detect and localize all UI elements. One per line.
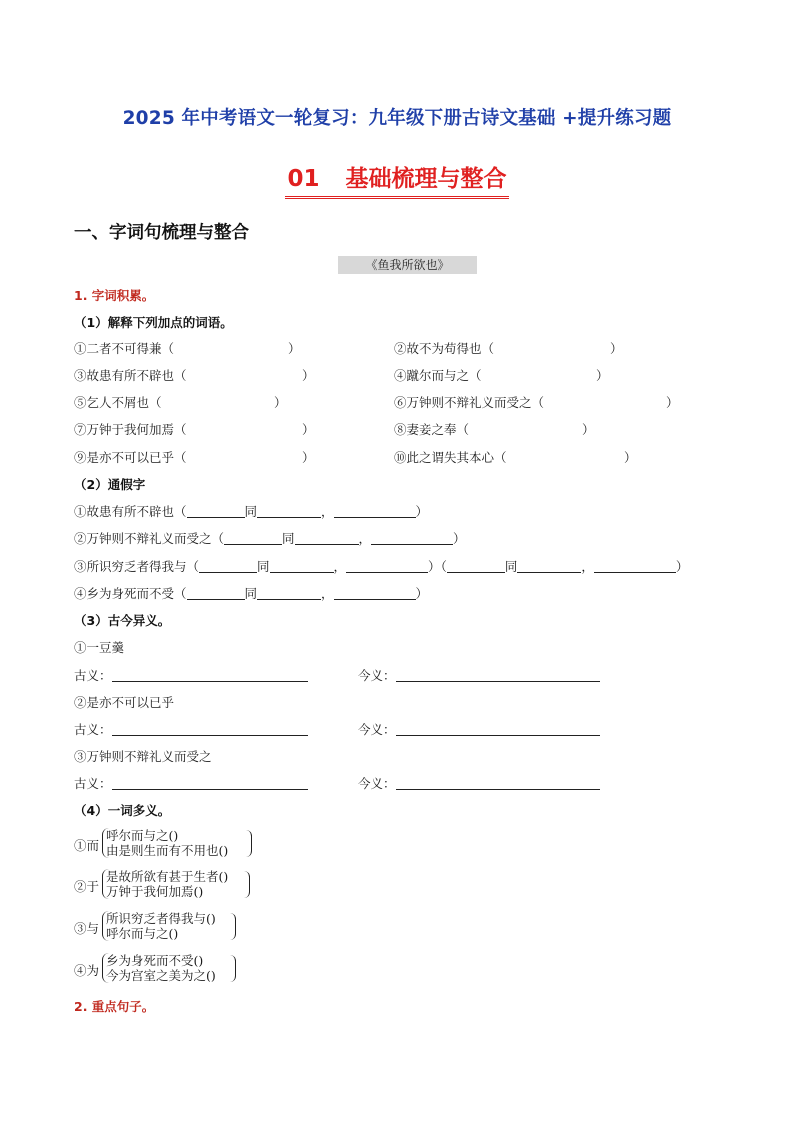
- q1-close: ）: [302, 422, 315, 437]
- q2-item: ②万钟则不辩礼义而受之（ 同 ， ）: [74, 531, 466, 546]
- q4-brace-group: 乡为身死而不受() 今为宫室之美为之(): [102, 953, 220, 983]
- q1-item: ⑨是亦不可以已乎（: [74, 450, 187, 465]
- question-2-heading: （2）通假字: [74, 477, 146, 492]
- subsection-heading-2: 2. 重点句子。: [74, 999, 155, 1014]
- gu-yi-row: 古义：: [74, 666, 308, 684]
- q3-item: ①一豆羹: [74, 640, 125, 655]
- subsection-heading-1: 1. 字词积累。: [74, 288, 155, 303]
- q1-item: ⑧妻妾之奉（: [394, 422, 470, 437]
- part-title: 一、字词句梳理与整合: [74, 223, 249, 243]
- question-1-heading: （1）解释下列加点的词语。: [74, 315, 233, 330]
- q1-item: ⑦万钟于我何加焉（: [74, 422, 187, 437]
- q3-item: ②是亦不可以已乎: [74, 695, 175, 710]
- q1-close: ）: [288, 341, 301, 356]
- q1-item: ④蹴尔而与之（: [394, 368, 482, 383]
- q1-close: ）: [596, 368, 609, 383]
- right-brace: [244, 871, 250, 898]
- right-brace: [246, 830, 252, 857]
- q1-close: ）: [582, 422, 595, 437]
- q1-item: ⑤乞人不屑也（: [74, 395, 162, 410]
- gu-yi-row: 古义：: [74, 774, 308, 792]
- q4-word-label: ④为: [74, 963, 100, 978]
- q1-close: ）: [302, 368, 315, 383]
- jin-yi-row: 今义：: [358, 666, 600, 684]
- q4-brace-group: 所识穷乏者得我与() 呼尔而与之(): [102, 911, 220, 941]
- q1-item: ⑩此之谓失其本心（: [394, 450, 507, 465]
- q1-close: ）: [610, 341, 623, 356]
- section-heading: [0, 160, 794, 199]
- right-brace: [230, 955, 236, 982]
- section-title: 基础梳理与整合: [345, 166, 507, 192]
- q1-close: ）: [624, 450, 637, 465]
- q1-item: ②故不为苟得也（: [394, 341, 495, 356]
- q1-item: ⑥万钟则不辩礼义而受之（: [394, 395, 545, 410]
- q1-item: ①二者不可得兼（: [74, 341, 175, 356]
- q2-item: ④乡为身死而不受（ 同 ， ）: [74, 586, 429, 601]
- jin-yi-row: 今义：: [358, 720, 600, 738]
- question-3-heading: （3）古今异义。: [74, 613, 171, 628]
- q4-brace-group: 呼尔而与之() 由是则生而有不用也(): [102, 828, 232, 858]
- q1-close: ）: [302, 450, 315, 465]
- jin-yi-row: 今义：: [358, 774, 600, 792]
- q3-item: ③万钟则不辩礼义而受之: [74, 749, 212, 764]
- section-number: 01: [287, 166, 320, 192]
- q4-brace-group: 是故所欲有甚于生者() 万钟于我何加焉(): [102, 869, 232, 899]
- document-title: 2025 年中考语文一轮复习：九年级下册古诗文基础 +提升练习题: [122, 108, 672, 129]
- q1-item: ③故患有所不辟也（: [74, 368, 187, 383]
- question-4-heading: （4）一词多义。: [74, 803, 171, 818]
- gu-yi-row: 古义：: [74, 720, 308, 738]
- q4-word-label: ①而: [74, 838, 100, 853]
- q2-item: ③所识穷乏者得我与（ 同 ， ）（ 同 ， ）: [74, 559, 689, 574]
- q4-word-label: ②于: [74, 879, 100, 894]
- q4-word-label: ③与: [74, 921, 100, 936]
- passage-tag: 《鱼我所欲也》: [338, 256, 477, 274]
- q1-close: ）: [666, 395, 679, 410]
- right-brace: [230, 913, 236, 940]
- q1-close: ）: [274, 395, 287, 410]
- q2-item: ①故患有所不辟也（ 同 ， ）: [74, 504, 429, 519]
